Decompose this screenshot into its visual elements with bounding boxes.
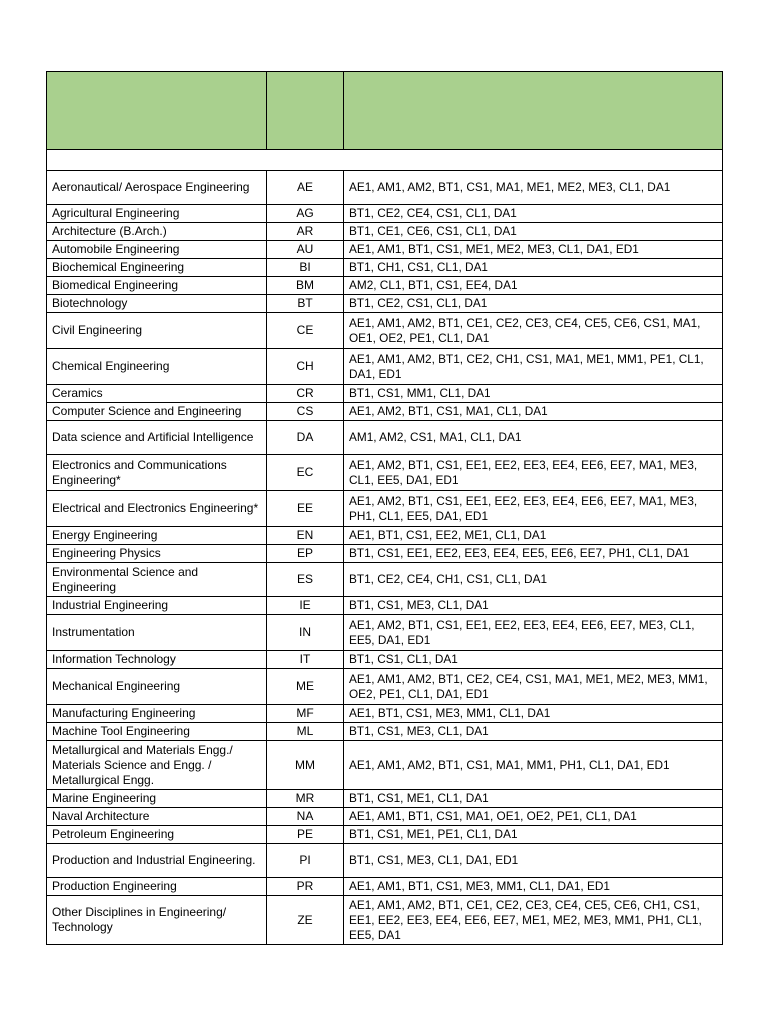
code-cell: IN (267, 615, 344, 651)
table-row (47, 651, 723, 669)
table-row (47, 896, 723, 945)
table-row (47, 563, 723, 597)
papers-cell: AE1, AM2, BT1, CS1, MA1, CL1, DA1 (344, 403, 723, 421)
papers-cell: BT1, CE1, CE6, CS1, CL1, DA1 (344, 223, 723, 241)
code-cell: ZE (267, 896, 344, 945)
papers-cell: AE1, AM1, AM2, BT1, CE2, CE4, CS1, MA1, ME1, ME2, ME3, MM1, OE2, PE1, CL1, DA1, ED1 (344, 669, 723, 705)
table-row (47, 808, 723, 826)
papers-cell: AE1, AM1, BT1, CS1, ME3, MM1, CL1, DA1, ED1 (344, 878, 723, 896)
code-cell: EC (267, 455, 344, 491)
table-row (47, 313, 723, 349)
discipline-cell: Energy Engineering (47, 527, 267, 545)
papers-cell: AE1, BT1, CS1, ME3, MM1, CL1, DA1 (344, 705, 723, 723)
papers-cell: BT1, CS1, ME3, CL1, DA1, ED1 (344, 844, 723, 878)
table-row (47, 171, 723, 205)
papers-cell: AM2, CL1, BT1, CS1, EE4, DA1 (344, 277, 723, 295)
code-cell: AR (267, 223, 344, 241)
papers-cell: BT1, CS1, ME1, CL1, DA1 (344, 790, 723, 808)
discipline-cell: Mechanical Engineering (47, 669, 267, 705)
papers-cell: AE1, AM1, AM2, BT1, CE1, CE2, CE3, CE4, CE5, CE6, CH1, CS1, EE1, EE2, EE3, EE4, EE6, EE7, ME1, ME2, ME3, MM1, PH1, CL1, EE5, DA1 (344, 896, 723, 945)
code-cell: EP (267, 545, 344, 563)
papers-cell: AE1, AM1, AM2, BT1, CE1, CE2, CE3, CE4, CE5, CE6, CS1, MA1, OE1, OE2, PE1, CL1, DA1 (344, 313, 723, 349)
code-cell: MM (267, 741, 344, 790)
table-row (47, 844, 723, 878)
discipline-cell: Instrumentation (47, 615, 267, 651)
discipline-cell: Machine Tool Engineering (47, 723, 267, 741)
code-cell: BT (267, 295, 344, 313)
table-row (47, 705, 723, 723)
code-cell: CE (267, 313, 344, 349)
discipline-cell: Information Technology (47, 651, 267, 669)
code-cell: NA (267, 808, 344, 826)
table-row (47, 241, 723, 259)
papers-cell: BT1, CS1, CL1, DA1 (344, 651, 723, 669)
discipline-cell: Agricultural Engineering (47, 205, 267, 223)
discipline-cell: Electronics and Communications Engineering* (47, 455, 267, 491)
table-row (47, 597, 723, 615)
code-cell: EE (267, 491, 344, 527)
header-cell-papers (344, 72, 723, 150)
code-cell: IT (267, 651, 344, 669)
discipline-cell: Industrial Engineering (47, 597, 267, 615)
discipline-cell: Production Engineering (47, 878, 267, 896)
papers-cell: BT1, CS1, ME3, CL1, DA1 (344, 597, 723, 615)
table-row (47, 669, 723, 705)
table-row (47, 723, 723, 741)
table-row (47, 421, 723, 455)
table-row (47, 259, 723, 277)
papers-cell: BT1, CS1, EE1, EE2, EE3, EE4, EE5, EE6, EE7, PH1, CL1, DA1 (344, 545, 723, 563)
table-row (47, 223, 723, 241)
discipline-paper-table (46, 71, 723, 945)
discipline-cell: Biotechnology (47, 295, 267, 313)
papers-cell: AE1, AM2, BT1, CS1, EE1, EE2, EE3, EE4, EE6, EE7, MA1, ME3, PH1, CL1, EE5, DA1, ED1 (344, 491, 723, 527)
discipline-cell: Computer Science and Engineering (47, 403, 267, 421)
papers-cell: BT1, CH1, CS1, CL1, DA1 (344, 259, 723, 277)
code-cell: CH (267, 349, 344, 385)
table-row (47, 349, 723, 385)
papers-cell: AE1, AM1, AM2, BT1, CE2, CH1, CS1, MA1, ME1, MM1, PE1, CL1, DA1, ED1 (344, 349, 723, 385)
code-cell: ME (267, 669, 344, 705)
code-cell: ML (267, 723, 344, 741)
table-row (47, 615, 723, 651)
papers-cell: AE1, AM1, BT1, CS1, MA1, OE1, OE2, PE1, CL1, DA1 (344, 808, 723, 826)
discipline-cell: Biomedical Engineering (47, 277, 267, 295)
discipline-cell: Data science and Artificial Intelligence (47, 421, 267, 455)
code-cell: PI (267, 844, 344, 878)
papers-cell: BT1, CS1, ME1, PE1, CL1, DA1 (344, 826, 723, 844)
papers-cell: BT1, CE2, CE4, CS1, CL1, DA1 (344, 205, 723, 223)
table-row (47, 277, 723, 295)
header-cell-discipline (47, 72, 267, 150)
table-row (47, 878, 723, 896)
code-cell: BI (267, 259, 344, 277)
papers-cell: AE1, AM1, AM2, BT1, CS1, MA1, ME1, ME2, ME3, CL1, DA1 (344, 171, 723, 205)
code-cell: PE (267, 826, 344, 844)
discipline-cell: Automobile Engineering (47, 241, 267, 259)
discipline-cell: Civil Engineering (47, 313, 267, 349)
discipline-cell: Electrical and Electronics Engineering* (47, 491, 267, 527)
papers-cell: BT1, CE2, CE4, CH1, CS1, CL1, DA1 (344, 563, 723, 597)
header-row (47, 72, 723, 150)
table-row (47, 403, 723, 421)
discipline-cell: Manufacturing Engineering (47, 705, 267, 723)
papers-cell: AE1, AM1, BT1, CS1, ME1, ME2, ME3, CL1, DA1, ED1 (344, 241, 723, 259)
table-row (47, 545, 723, 563)
discipline-cell: Other Disciplines in Engineering/ Technology (47, 896, 267, 945)
code-cell: ES (267, 563, 344, 597)
discipline-cell: Engineering Physics (47, 545, 267, 563)
discipline-cell: Production and Industrial Engineering. (47, 844, 267, 878)
code-cell: EN (267, 527, 344, 545)
discipline-cell: Metallurgical and Materials Engg./ Materials Science and Engg. / Metallurgical Engg. (47, 741, 267, 790)
code-cell: CS (267, 403, 344, 421)
papers-cell: AE1, AM1, AM2, BT1, CS1, MA1, MM1, PH1, CL1, DA1, ED1 (344, 741, 723, 790)
table-row (47, 527, 723, 545)
discipline-cell: Naval Architecture (47, 808, 267, 826)
table-row (47, 385, 723, 403)
code-cell: BM (267, 277, 344, 295)
table-row (47, 295, 723, 313)
code-cell: AE (267, 171, 344, 205)
discipline-cell: Environmental Science and Engineering (47, 563, 267, 597)
code-cell: PR (267, 878, 344, 896)
papers-cell: AE1, AM2, BT1, CS1, EE1, EE2, EE3, EE4, EE6, EE7, MA1, ME3, CL1, EE5, DA1, ED1 (344, 455, 723, 491)
spacer-cell (47, 150, 723, 171)
code-cell: AU (267, 241, 344, 259)
table-row (47, 826, 723, 844)
papers-cell: BT1, CE2, CS1, CL1, DA1 (344, 295, 723, 313)
discipline-cell: Architecture (B.Arch.) (47, 223, 267, 241)
papers-cell: AE1, AM2, BT1, CS1, EE1, EE2, EE3, EE4, EE6, EE7, ME3, CL1, EE5, DA1, ED1 (344, 615, 723, 651)
discipline-cell: Marine Engineering (47, 790, 267, 808)
discipline-cell: Aeronautical/ Aerospace Engineering (47, 171, 267, 205)
papers-cell: BT1, CS1, ME3, CL1, DA1 (344, 723, 723, 741)
papers-cell: AM1, AM2, CS1, MA1, CL1, DA1 (344, 421, 723, 455)
discipline-cell: Ceramics (47, 385, 267, 403)
code-cell: MF (267, 705, 344, 723)
table-row (47, 491, 723, 527)
table-row (47, 205, 723, 223)
discipline-cell: Petroleum Engineering (47, 826, 267, 844)
code-cell: IE (267, 597, 344, 615)
table-row (47, 790, 723, 808)
code-cell: AG (267, 205, 344, 223)
code-cell: MR (267, 790, 344, 808)
header-cell-code (267, 72, 344, 150)
spacer-row (47, 150, 723, 171)
table-body (47, 72, 723, 945)
discipline-cell: Biochemical Engineering (47, 259, 267, 277)
table-row (47, 455, 723, 491)
papers-cell: AE1, BT1, CS1, EE2, ME1, CL1, DA1 (344, 527, 723, 545)
discipline-cell: Chemical Engineering (47, 349, 267, 385)
papers-cell: BT1, CS1, MM1, CL1, DA1 (344, 385, 723, 403)
table-row (47, 741, 723, 790)
code-cell: CR (267, 385, 344, 403)
code-cell: DA (267, 421, 344, 455)
